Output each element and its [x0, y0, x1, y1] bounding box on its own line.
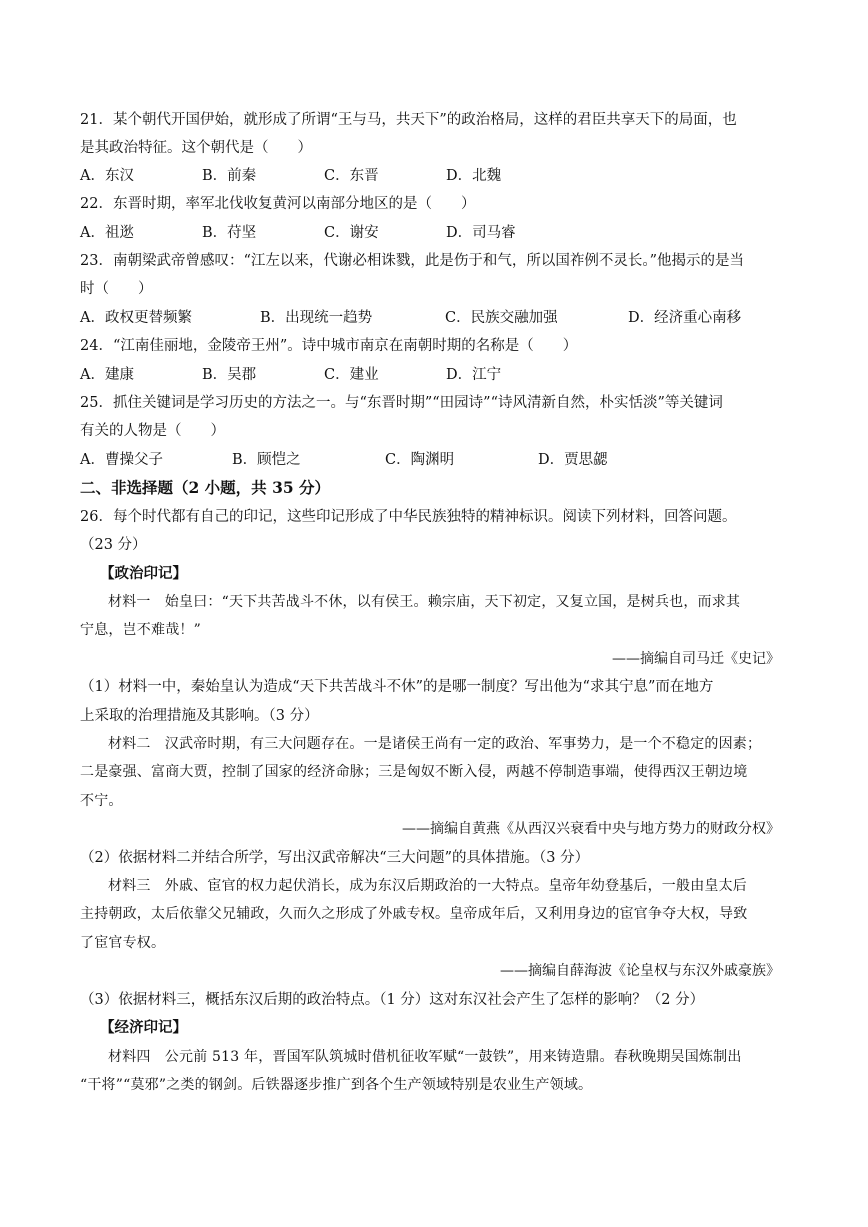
- q24-stem: 24．“江南佳丽地，金陵帝王州”。诗中城市南京在南朝时期的名称是（ ）: [80, 338, 578, 354]
- politics-heading: 【政治印记】: [100, 565, 187, 582]
- q23-stem-line2: 时（ ）: [80, 281, 153, 297]
- material3-line3: 了宦官专权。: [80, 935, 166, 951]
- q23-option-b[interactable]: B．出现统一趋势: [260, 310, 373, 326]
- q22-option-b[interactable]: B．苻坚: [202, 225, 257, 241]
- q24-option-a[interactable]: A．建康: [80, 367, 134, 383]
- material4-line1: 材料四 公元前 513 年，晋国军队筑城时借机征收军赋“一鼓铁”，用来铸造鼎。春秋晚期吴国炼制出: [108, 1049, 742, 1065]
- material2-line1: 材料二 汉武帝时期，有三大问题存在。一是诸侯王尚有一定的政治、军事势力，是一个不稳定的因素；: [108, 736, 762, 752]
- sub2-line1: （2）依据材料二并结合所学，写出汉武帝解决“三大问题”的具体措施。（3 分）: [80, 850, 590, 866]
- material1-line2: 宁息，岂不难哉！”: [80, 622, 201, 638]
- q22-option-a[interactable]: A．祖逖: [80, 225, 134, 241]
- material1-line1: 材料一 始皇曰：“天下共苦战斗不休，以有侯王。赖宗庙，天下初定，又复立国，是树兵也，而求其: [108, 594, 741, 610]
- q22-stem: 22．东晋时期，率军北伐收复黄河以南部分地区的是（ ）: [80, 196, 476, 212]
- q25-option-b[interactable]: B．顾恺之: [232, 452, 301, 468]
- q24-option-c[interactable]: C．建业: [324, 367, 379, 383]
- material2-source: ——摘编自黄燕《从西汉兴衰看中央与地方势力的财政分权》: [402, 821, 780, 837]
- q21-stem-line1: 21．某个朝代开国伊始，就形成了所谓“王与马，共天下”的政治格局，这样的君臣共享天下的局面，也: [80, 112, 737, 128]
- sub3-line1: （3）依据材料三，概括东汉后期的政治特点。（1 分）这对东汉社会产生了怎样的影响？（2 分）: [80, 992, 705, 1008]
- q23-options: [80, 308, 788, 328]
- q22-option-d[interactable]: D．司马睿: [446, 225, 516, 241]
- q23-option-a[interactable]: A．政权更替频繁: [80, 310, 192, 326]
- economy-heading: 【经济印记】: [100, 1019, 187, 1036]
- material3-line1: 材料三 外戚、宦官的权力起伏消长，成为东汉后期政治的一大特点。皇帝年幼登基后，一般由皇太后: [108, 878, 747, 894]
- q22-options: [80, 223, 788, 243]
- q21-stem-line2: 是其政治特征。这个朝代是（ ）: [80, 140, 312, 156]
- material2-line3: 不宁。: [80, 793, 123, 809]
- section-heading: 二、非选择题（2 小题，共 35 分）: [80, 478, 331, 497]
- q25-options: [80, 450, 788, 470]
- material4-line2: “干将”“莫邪”之类的钢剑。后铁器逐步推广到各个生产领域特别是农业生产领域。: [80, 1077, 593, 1093]
- q23-stem-line1: 23．南朝梁武帝曾感叹：“江左以来，代谢必相诛戮，此是伤于和气，所以国祚例不灵长。”他揭示的是当: [80, 253, 745, 269]
- q24-option-b[interactable]: B．吴郡: [202, 367, 257, 383]
- q21-option-d[interactable]: D．北魏: [446, 168, 502, 184]
- q23-option-c[interactable]: C．民族交融加强: [445, 310, 558, 326]
- q23-option-d[interactable]: D．经济重心南移: [628, 310, 742, 326]
- q24-options: [80, 365, 788, 385]
- sub1-line1: （1）材料一中，秦始皇认为造成“天下共苦战斗不休”的是哪一制度？写出他为“求其宁息”而在地方: [80, 679, 714, 695]
- q21-option-c[interactable]: C．东晋: [324, 168, 379, 184]
- q21-options: [80, 166, 788, 186]
- q21-option-b[interactable]: B．前秦: [202, 168, 257, 184]
- material3-source: ——摘编自薛海波《论皇权与东汉外戚豪族》: [500, 963, 780, 979]
- q25-option-a[interactable]: A．曹操父子: [80, 452, 163, 468]
- q25-stem-line1: 25．抓住关键词是学习历史的方法之一。与“东晋时期”“田园诗”“诗风清新自然，朴实恬淡”等关键词: [80, 395, 723, 411]
- q25-option-d[interactable]: D．贾思勰: [538, 452, 608, 468]
- q26-stem-line1: 26．每个时代都有自己的印记，这些印记形成了中华民族独特的精神标识。阅读下列材料，回答问题。: [80, 509, 737, 525]
- q24-option-d[interactable]: D．江宁: [446, 367, 502, 383]
- q21-option-a[interactable]: A．东汉: [80, 168, 134, 184]
- material1-source: ——摘编自司马迁《史记》: [612, 651, 780, 667]
- sub1-line2: 上采取的治理措施及其影响。（3 分）: [80, 708, 319, 724]
- q25-stem-line2: 有关的人物是（ ）: [80, 423, 225, 439]
- material3-line2: 主持朝政，太后依靠父兄辅政，久而久之形成了外戚专权。皇帝成年后，又利用身边的宦官争夺大权，导致: [80, 906, 748, 922]
- q25-option-c[interactable]: C．陶渊明: [385, 452, 455, 468]
- q22-option-c[interactable]: C．谢安: [324, 225, 379, 241]
- q26-stem-line2: （23 分）: [80, 537, 147, 553]
- material2-line2: 二是豪强、富商大贾，控制了国家的经济命脉；三是匈奴不断入侵，两越不停制造事端，使得西汉王朝边境: [80, 764, 748, 780]
